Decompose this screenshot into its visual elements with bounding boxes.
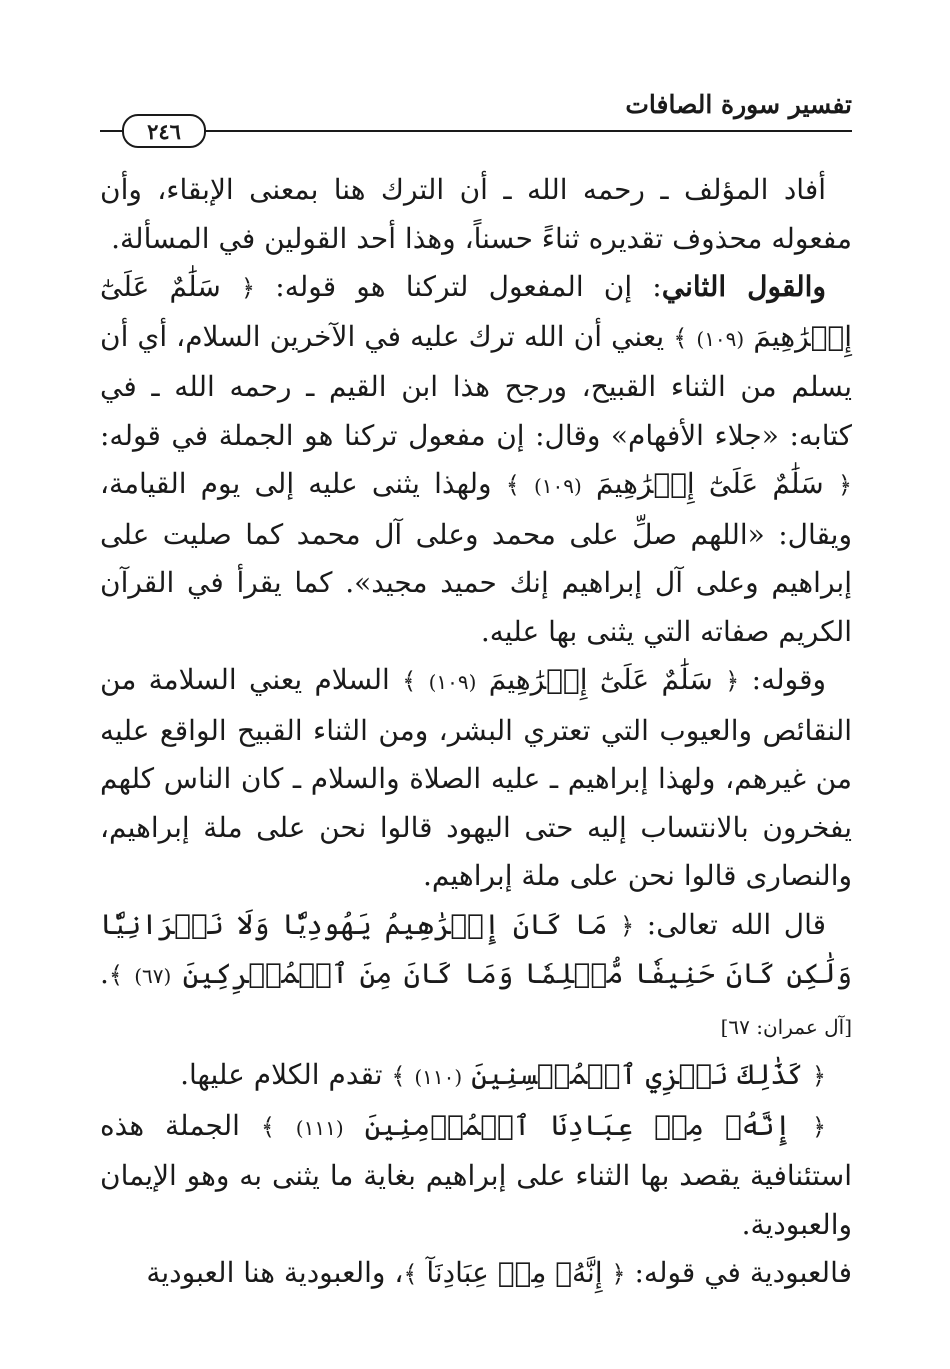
ayah-number: (١٠٩) <box>533 474 582 498</box>
text-run: ولهذا يثنى عليه إلى يوم القيامة، ويقال: «اللهم صلِّ على محمد وعلى آل محمد كما صليت على إبراهيم وعلى آل إبراهيم إنك حميد مجيد». كما يقرأ في القرآن الكريم صفاته التي يثنى بها عليه. <box>100 467 853 648</box>
paragraph-4 <box>100 901 852 1052</box>
quran-close-bracket-icon: ﴾ <box>403 1260 418 1288</box>
quran-verse: إِنَّهُۥ مِنۡ عِبَادِنَآ <box>426 1256 603 1289</box>
ayah-number: (١٠٩) <box>428 670 477 694</box>
quran-close-bracket-icon: ﴾ <box>402 667 417 695</box>
page-header <box>100 82 852 152</box>
text-run: تقدم الكلام عليها. <box>180 1058 392 1091</box>
paragraph-2 <box>100 263 852 656</box>
text-run: يعني أن الله ترك عليه في الآخرين السلام، أي أن يسلم من الثناء القبيح، ورجح هذا ابن القيم ـ رحمه الله ـ في كتابه: «جلاء الأفهام» وقال: إن مفعول تركنا هو الجملة في قوله: <box>100 319 852 452</box>
running-title: تفسير سورة الصافات <box>625 90 852 119</box>
quran-open-bracket-icon: ﴿ <box>611 1260 626 1288</box>
text-run: . <box>100 957 109 990</box>
quran-close-bracket-icon: ﴾ <box>505 471 520 499</box>
bold-lead: والقول الثاني <box>661 270 826 303</box>
quran-verse: إِنَّهُۥ مِنۡ عِبَادِنَا ٱلۡمُؤۡمِنِينَ <box>364 1108 792 1142</box>
text-run: فالعبودية في قوله: <box>625 1256 852 1289</box>
ayah-number: (١٠٩) <box>696 326 745 351</box>
paragraph-6 <box>100 1102 852 1250</box>
quran-open-bracket-icon: ﴿ <box>837 471 853 499</box>
quran-close-bracket-icon: ﴾ <box>673 323 688 352</box>
quran-verse: مَا كَانَ إِبۡرَٰهِيمُ يَهُودِيّٗا وَلَا نَصۡرَانِيّٗا وَلَٰكِن كَانَ حَنِيفٗا مُّسۡلِمٗا وَمَا كَانَ مِنَ ٱلۡمُشۡرِكِينَ <box>100 907 852 990</box>
text-run: ، والعبودية هنا العبودية <box>146 1256 404 1289</box>
text-run: وقوله: <box>739 663 826 696</box>
header-rule <box>100 130 852 132</box>
page-body <box>100 166 852 1299</box>
text-run: : إن المفعول لتركنا هو قوله: <box>255 270 662 303</box>
paragraph-1 <box>100 166 852 263</box>
quran-verse: كَذَٰلِكَ نَجۡزِي ٱلۡمُحۡسِنِينَ <box>471 1058 804 1091</box>
quran-close-bracket-icon: ﴾ <box>260 1112 275 1141</box>
paragraph-3 <box>100 656 852 901</box>
paragraph-7 <box>100 1249 852 1299</box>
ayah-number: (١١١) <box>295 1115 344 1140</box>
text-run: الجملة هذه استئنافية يقصد بها الثناء على إبراهيم بغاية ما يثنى به وهو الإيمان والعبودية. <box>100 1108 852 1241</box>
paragraph-1-text: أفاد المؤلف ـ رحمه الله ـ أن الترك هنا بمعنى الإبقاء، وأن مفعوله محذوف تقديره ثناءً حسناً، وهذا أحد القولين في المسألة. <box>100 173 852 255</box>
quran-open-bracket-icon: ﴿ <box>620 911 635 940</box>
quran-verse: سَلَٰمٌ عَلَىٰٓ إِبۡرَٰهِيمَ <box>596 467 824 500</box>
text-run: قال الله تعالى: <box>634 907 827 941</box>
verse-reference: [آل عمران: ٦٧] <box>720 1014 852 1039</box>
quran-open-bracket-icon: ﴿ <box>811 1062 826 1090</box>
quran-open-bracket-icon: ﴿ <box>811 1112 827 1141</box>
quran-open-bracket-icon: ﴿ <box>725 667 740 695</box>
page-number-badge: ٢٤٦ <box>122 114 206 148</box>
text-run: السلام يعني السلامة من النقائص والعيوب التي تعتري البشر، ومن الثناء القبيح الواقع عليه من غيرهم، ولهذا إبراهيم ـ عليه الصلاة والسلام ـ كان الناس كلهم يفخرون بالانتساب إليه حتى اليهود قالوا نحن على ملة إبراهيم، والنصارى قالوا نحن على ملة إبراهيم. <box>100 663 852 892</box>
paragraph-5 <box>100 1051 852 1102</box>
quran-open-bracket-icon: ﴿ <box>241 274 256 302</box>
ayah-number: (١١٠) <box>414 1065 463 1089</box>
quran-verse: سَلَٰمٌ عَلَىٰٓ إِبۡرَٰهِيمَ <box>488 663 713 696</box>
quran-close-bracket-icon: ﴾ <box>391 1062 406 1090</box>
quran-verse: سَلَٰمٌ عَلَىٰٓ إِبۡرَٰهِيمَ <box>100 270 852 353</box>
quran-close-bracket-icon: ﴾ <box>108 961 123 989</box>
ayah-number: (٦٧) <box>134 964 172 988</box>
